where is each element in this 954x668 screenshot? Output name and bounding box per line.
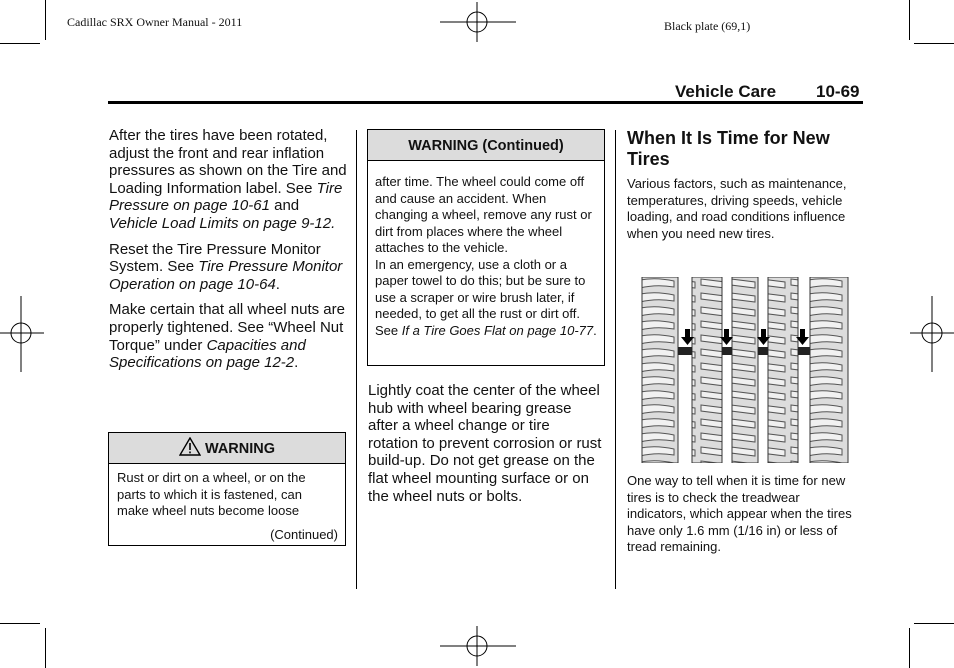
paragraph: Lightly coat the center of the wheel hub with wheel bearing grease after a wheel change or tire rotation to prevent corrosion or rust build-up. Do not get grease on the flat wheel mounting surface or on the wheel nuts or bolts. — [368, 382, 602, 505]
cross-reference: Vehicle Load Limits on page 9-12. — [109, 214, 336, 232]
cross-reference: Tire Pressure Monitor Operation on page 10-64 — [109, 258, 343, 293]
section-title: Vehicle Care — [675, 82, 777, 101]
warning-header: WARNING (Continued) — [368, 130, 604, 161]
cross-reference: Tire Pressure on page 10-61 — [109, 179, 343, 215]
warning-text — [368, 161, 604, 339]
warning-triangle-icon — [179, 437, 201, 456]
plate-label-right: Black plate (69,1) — [664, 19, 751, 33]
cross-reference: Capacities and Specifications on page 12-2 — [109, 336, 306, 372]
illustration-caption: One way to tell when it is time for new tires is to check the treadwear indicators, which appear when the tires have only 1.6 mm (1/16 in) or less of tread remaining. — [627, 473, 852, 554]
registration-mark-icon — [440, 626, 516, 668]
crop-mark — [914, 43, 954, 44]
crop-mark — [914, 623, 954, 624]
warning-text: Rust or dirt on a wheel, or on the parts to which it is fastened, can make wheel nuts become loose — [117, 470, 306, 518]
header-rule — [108, 101, 863, 104]
paragraph: After the tires have been rotated, adjust the front and rear inflation pressures as shown on the Tire and Loading Information label. See Tire Pressure on page 10-61 and Vehicle Load Limits on page 9-12. — [109, 127, 347, 232]
warning-box — [108, 432, 346, 546]
registration-mark-icon — [0, 296, 44, 372]
paragraph: In an emergency, use a cloth or a paper towel to do this; but be sure to use a scraper or wire brush later, if needed, to get all the rust or dirt off. See If a Tire Goes Flat on page 10-77. — [375, 256, 597, 338]
column-divider — [615, 130, 616, 589]
registration-mark-icon — [440, 0, 516, 42]
crop-mark — [909, 0, 910, 40]
crop-mark — [0, 43, 40, 44]
column-divider — [356, 130, 357, 589]
paragraph: Reset the Tire Pressure Monitor System. See Tire Pressure Monitor Operation on page 10-64. — [109, 240, 343, 293]
section-heading: When It Is Time for New Tires — [627, 128, 830, 169]
crop-mark — [0, 623, 40, 624]
warning-title: WARNING — [204, 441, 276, 457]
plate-label-left: Cadillac SRX Owner Manual - 2011 — [67, 15, 243, 29]
registration-mark-icon — [910, 296, 954, 372]
paragraph: Make certain that all wheel nuts are properly tightened. See “Wheel Nut Torque” under Capacities and Specifications on page 12-2. — [109, 301, 345, 372]
intro-text: Various factors, such as maintenance, temperatures, driving speeds, vehicle loading, and road conditions influence when you need new tires. — [627, 176, 847, 241]
crop-mark — [909, 628, 910, 668]
paragraph: after time. The wheel could come off and cause an accident. When changing a wheel, remove any rust or dirt from places where the wheel attaches to the vehicle. — [375, 174, 592, 255]
cross-reference: If a Tire Goes Flat on page 10-77 — [401, 322, 594, 338]
crop-mark — [45, 628, 46, 668]
tire-tread-illustration — [638, 277, 852, 463]
column-1 — [109, 127, 347, 380]
warning-header — [109, 433, 345, 464]
page-number: 10-69 — [816, 82, 860, 101]
crop-mark — [45, 0, 46, 40]
warning-box-continued — [367, 129, 605, 366]
continued-label: (Continued) — [270, 526, 338, 542]
